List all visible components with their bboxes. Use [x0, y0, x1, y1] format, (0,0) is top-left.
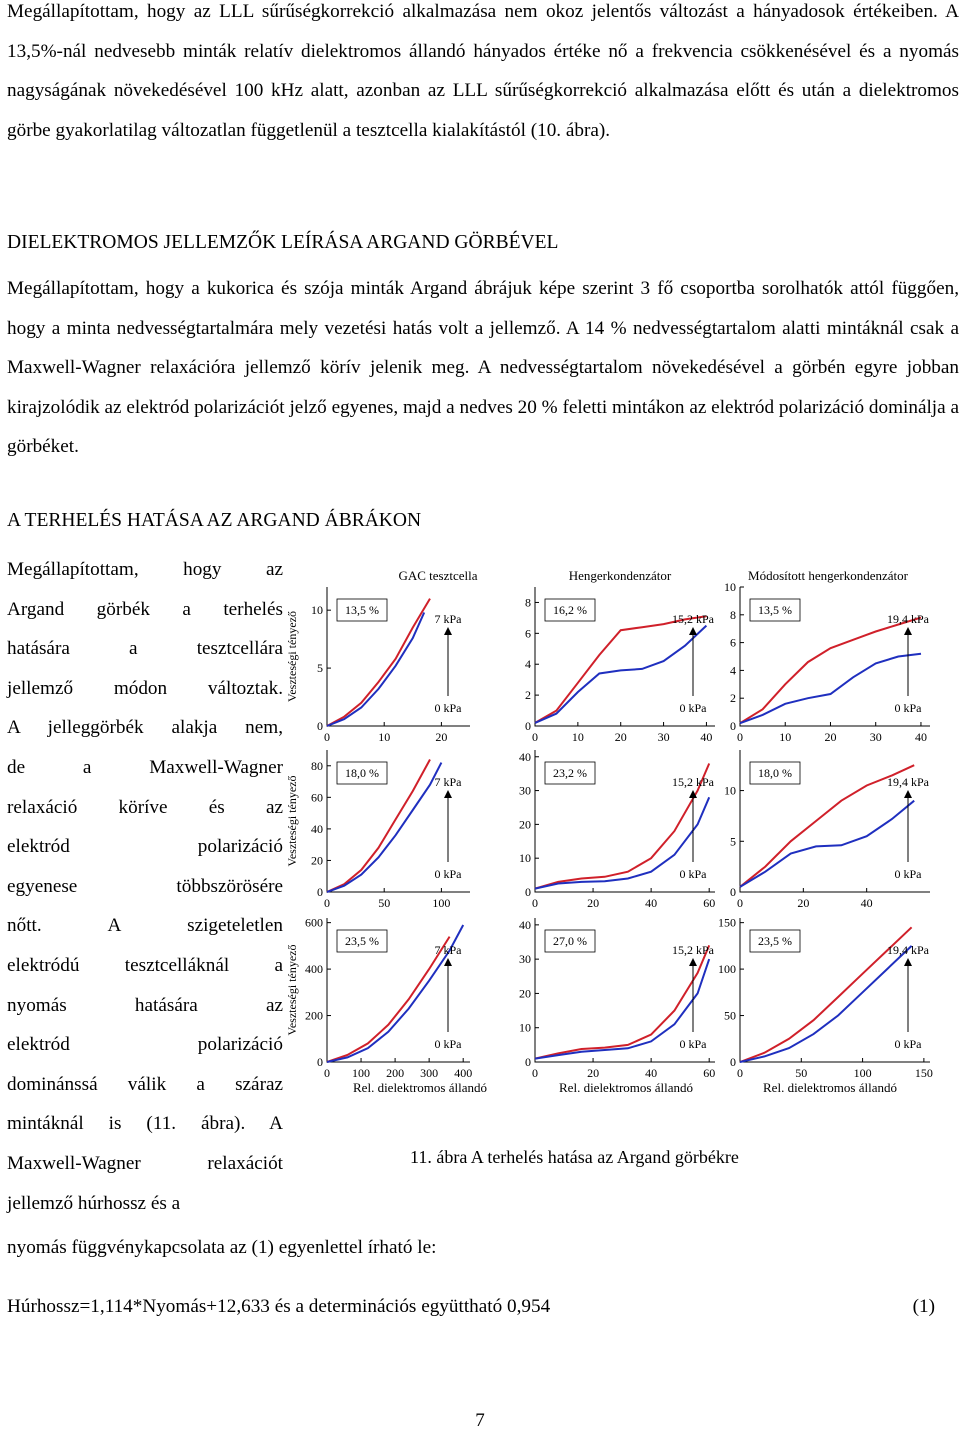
- moisture-label: 13,5 %: [345, 603, 379, 617]
- column-title: GAC tesztcella: [398, 568, 478, 583]
- side-text-line: Megállapítottam, hogy az: [7, 559, 283, 580]
- x-tick-label: 20: [824, 730, 837, 744]
- x-tick-label: 40: [645, 1066, 658, 1080]
- pressure-label-bottom: 0 kPa: [434, 701, 462, 715]
- y-axis-label: Veszteségi tényező: [285, 775, 299, 867]
- y-tick-label: 0: [730, 719, 736, 733]
- x-tick-label: 100: [853, 1066, 872, 1080]
- moisture-label: 13,5 %: [758, 603, 792, 617]
- x-tick-label: 20: [587, 896, 600, 910]
- y-tick-label: 8: [730, 607, 736, 622]
- y-tick-label: 200: [305, 1008, 323, 1023]
- x-tick-label: 0: [532, 896, 538, 910]
- y-tick-label: 400: [305, 962, 323, 977]
- y-tick-label: 2: [525, 688, 531, 703]
- x-tick-label: 30: [657, 730, 670, 744]
- y-tick-label: 0: [317, 719, 323, 733]
- x-tick-label: 100: [432, 896, 451, 910]
- x-axis-label: Rel. dielektromos állandó: [353, 1080, 487, 1095]
- side-text-line: Maxwell-Wagner relaxációt: [7, 1152, 283, 1174]
- y-tick-label: 6: [525, 626, 531, 641]
- x-tick-label: 60: [703, 1066, 716, 1080]
- side-text-line: elektród polarizáció: [7, 1034, 283, 1056]
- y-tick-label: 5: [317, 661, 323, 676]
- y-tick-label: 50: [724, 1008, 736, 1023]
- y-tick-label: 4: [525, 657, 531, 672]
- pressure-label-bottom: 0 kPa: [894, 867, 922, 881]
- x-tick-label: 0: [532, 1066, 538, 1080]
- x-tick-label: 20: [797, 896, 810, 910]
- moisture-label: 18,0 %: [345, 766, 379, 780]
- y-tick-label: 8: [525, 595, 531, 610]
- x-tick-label: 10: [779, 730, 792, 744]
- y-tick-label: 20: [519, 986, 531, 1001]
- intro-paragraph: Megállapítottam, hogy az LLL sűrűségkorrekció alkalmazása nem okoz jelentős változást a hányadosok értékeiben. A 13,5%-nál nedvesebb minták relatív dielektromos állandó hányados értéke nő a frekvencia csökkenésével és a nyomás nagyságának növekedésével 100 kHz alatt, azonban az LLL sűrűségkorrekció alkalmazása előtt és után a dielektromos görbe gyakorlatilag változatlan függetlenül a tesztcella kialakítástól (10. ábra).: [7, 1, 959, 141]
- y-tick-label: 10: [724, 580, 736, 594]
- pressure-label-top: 7 kPa: [434, 775, 462, 789]
- y-tick-label: 0: [730, 885, 736, 899]
- argand-panel: [311, 587, 470, 744]
- x-tick-label: 200: [386, 1066, 405, 1080]
- argand-panel: [519, 918, 715, 1080]
- moisture-label: 27,0 %: [553, 934, 587, 948]
- x-tick-label: 0: [324, 896, 330, 910]
- side-text-line: hatására a tesztcellára: [7, 638, 283, 660]
- y-tick-label: 60: [311, 790, 323, 805]
- x-tick-label: 40: [860, 896, 873, 910]
- x-tick-label: 100: [352, 1066, 371, 1080]
- x-tick-label: 50: [378, 896, 391, 910]
- page-number: 7: [475, 1410, 485, 1431]
- argand-panel: [519, 750, 715, 910]
- x-tick-label: 20: [614, 730, 627, 744]
- x-tick-label: 0: [324, 1066, 330, 1080]
- y-tick-label: 10: [519, 1020, 531, 1035]
- x-tick-label: 300: [420, 1066, 439, 1080]
- series-line-blue: [740, 801, 914, 887]
- y-tick-label: 5: [730, 834, 736, 849]
- x-axis-label: Rel. dielektromos állandó: [763, 1080, 897, 1095]
- moisture-label: 16,2 %: [553, 603, 587, 617]
- y-tick-label: 10: [311, 603, 323, 618]
- x-tick-label: 0: [532, 730, 538, 744]
- section-heading-argand: DIELEKTROMOS JELLEMZŐK LEÍRÁSA ARGAND GÖRBÉVEL: [7, 232, 559, 253]
- series-line-red: [327, 937, 450, 1062]
- side-text-tail: nyomás függvénykapcsolata az (1) egyenlettel írható le:: [7, 1237, 437, 1258]
- side-text-line: elektródú tesztcelláknál a: [7, 954, 283, 976]
- x-tick-label: 20: [435, 730, 448, 744]
- side-text-line: Argand görbék a terhelés: [7, 598, 283, 620]
- y-tick-label: 0: [525, 1055, 531, 1069]
- argand-panel: [724, 580, 930, 744]
- argand-paragraph: Megállapítottam, hogy a kukorica és szója minták Argand ábrájuk képe szerint 3 fő csoportba sorolhatók attól függően, hogy a minta nedvességtartalmára mely vezetési hatás volt a jellemző. A 14 % nedvességtartalom alatti mintáknál csak a Maxwell-Wagner relaxációra jellemző körív jelenik meg. A nedvességtartalom növekedésével a görbén egyre jobban kirajzolódik az elektród polarizációt jelző egyenes, majd a nedves 20 % feletti mintákon az elektród polarizáció dominálja a görbéket.: [7, 278, 959, 457]
- arrow-head-icon: [904, 627, 912, 635]
- y-axis-label: Veszteségi tényező: [285, 611, 299, 702]
- moisture-label: 18,0 %: [758, 766, 792, 780]
- argand-panel: [724, 750, 930, 910]
- x-axis-label: Rel. dielektromos állandó: [559, 1080, 693, 1095]
- pressure-label-top: 7 kPa: [434, 943, 462, 957]
- x-tick-label: 50: [795, 1066, 808, 1080]
- y-tick-label: 150: [718, 915, 736, 930]
- y-tick-label: 6: [730, 635, 736, 650]
- side-text-line: jellemző módon változtak.: [7, 677, 283, 699]
- y-tick-label: 0: [525, 719, 531, 733]
- pressure-label-bottom: 0 kPa: [679, 1037, 707, 1051]
- pressure-label-bottom: 0 kPa: [894, 1037, 922, 1051]
- equation-line: [7, 1296, 935, 1318]
- arrow-head-icon: [689, 958, 697, 966]
- y-tick-label: 30: [519, 783, 531, 798]
- x-tick-label: 20: [587, 1066, 600, 1080]
- side-text-line: A jelleggörbék alakja nem,: [7, 717, 283, 739]
- pressure-label-top: 15,2 kPa: [672, 943, 714, 957]
- y-tick-label: 30: [519, 952, 531, 967]
- pressure-label-top: 15,2 kPa: [672, 612, 714, 626]
- y-tick-label: 4: [730, 663, 736, 678]
- x-tick-label: 0: [324, 730, 330, 744]
- side-text-line: dominánssá válik a száraz: [7, 1073, 283, 1095]
- y-tick-label: 40: [519, 749, 531, 764]
- argand-panel: [718, 916, 933, 1080]
- x-tick-label: 10: [571, 730, 584, 744]
- x-tick-label: 150: [914, 1066, 933, 1080]
- x-tick-label: 60: [703, 896, 716, 910]
- y-tick-label: 20: [519, 817, 531, 832]
- side-text-line: nyomás hatására az: [7, 994, 283, 1016]
- column-title: Módosított hengerkondenzátor: [748, 568, 908, 583]
- y-tick-label: 20: [311, 853, 323, 868]
- arrow-head-icon: [904, 790, 912, 798]
- side-text-line: mintáknál is (11. ábra). A: [7, 1113, 283, 1135]
- pressure-label-bottom: 0 kPa: [679, 701, 707, 715]
- x-tick-label: 0: [737, 1066, 743, 1080]
- y-tick-label: 0: [730, 1055, 736, 1069]
- pressure-label-bottom: 0 kPa: [434, 1037, 462, 1051]
- pressure-label-bottom: 0 kPa: [894, 701, 922, 715]
- pressure-label-top: 19,4 kPa: [887, 612, 929, 626]
- series-line-blue: [740, 946, 912, 1062]
- pressure-label-top: 7 kPa: [434, 612, 462, 626]
- y-tick-label: 2: [730, 691, 736, 706]
- argand-panel: [311, 750, 470, 910]
- side-text: [7, 550, 283, 1223]
- equation-number: (1): [912, 1296, 935, 1317]
- x-tick-label: 40: [914, 730, 927, 744]
- column-title: Hengerkondenzátor: [568, 568, 672, 583]
- y-tick-label: 600: [305, 915, 323, 930]
- side-text-line: elektród polarizáció: [7, 836, 283, 858]
- y-tick-label: 0: [525, 885, 531, 899]
- pressure-label-bottom: 0 kPa: [434, 867, 462, 881]
- y-axis-label: Veszteségi tényező: [285, 944, 299, 1036]
- side-text-line: egyenese többszörösére: [7, 875, 283, 897]
- y-tick-label: 10: [519, 851, 531, 866]
- arrow-head-icon: [444, 958, 452, 966]
- x-tick-label: 40: [645, 896, 658, 910]
- equation-text: Húrhossz=1,114*Nyomás+12,633 és a determinációs együttható 0,954: [7, 1296, 551, 1317]
- argand-panel: [525, 587, 715, 744]
- arrow-head-icon: [444, 627, 452, 635]
- y-tick-label: 0: [317, 885, 323, 899]
- y-tick-label: 80: [311, 758, 323, 773]
- arrow-head-icon: [444, 790, 452, 798]
- y-tick-label: 10: [724, 783, 736, 798]
- argand-panel: [305, 916, 472, 1080]
- pressure-label-top: 19,4 kPa: [887, 775, 929, 789]
- figure-caption: 11. ábra A terhelés hatása az Argand görbékre: [410, 1147, 739, 1167]
- series-line-blue: [327, 613, 424, 727]
- y-tick-label: 40: [311, 821, 323, 836]
- y-tick-label: 100: [718, 962, 736, 977]
- moisture-label: 23,2 %: [553, 766, 587, 780]
- side-text-line: relaxáció köríve és az: [7, 796, 283, 818]
- arrow-head-icon: [689, 627, 697, 635]
- x-tick-label: 40: [700, 730, 713, 744]
- moisture-label: 23,5 %: [758, 934, 792, 948]
- side-text-line: jellemző húrhossz és a: [7, 1192, 181, 1214]
- x-tick-label: 400: [454, 1066, 473, 1080]
- x-tick-label: 0: [737, 730, 743, 744]
- side-text-line: de a Maxwell-Wagner: [7, 756, 283, 778]
- pressure-label-bottom: 0 kPa: [679, 867, 707, 881]
- y-tick-label: 0: [317, 1055, 323, 1069]
- moisture-label: 23,5 %: [345, 934, 379, 948]
- side-text-line: nőtt. A szigeteletlen: [7, 915, 283, 937]
- pressure-label-top: 15,2 kPa: [672, 775, 714, 789]
- section-heading-load: A TERHELÉS HATÁSA AZ ARGAND ÁBRÁKON: [7, 510, 422, 531]
- x-tick-label: 10: [378, 730, 391, 744]
- x-tick-label: 30: [869, 730, 882, 744]
- y-tick-label: 40: [519, 917, 531, 932]
- arrow-head-icon: [904, 958, 912, 966]
- x-tick-label: 0: [737, 896, 743, 910]
- pressure-label-top: 19,4 kPa: [887, 943, 929, 957]
- argand-figure: [280, 560, 955, 1112]
